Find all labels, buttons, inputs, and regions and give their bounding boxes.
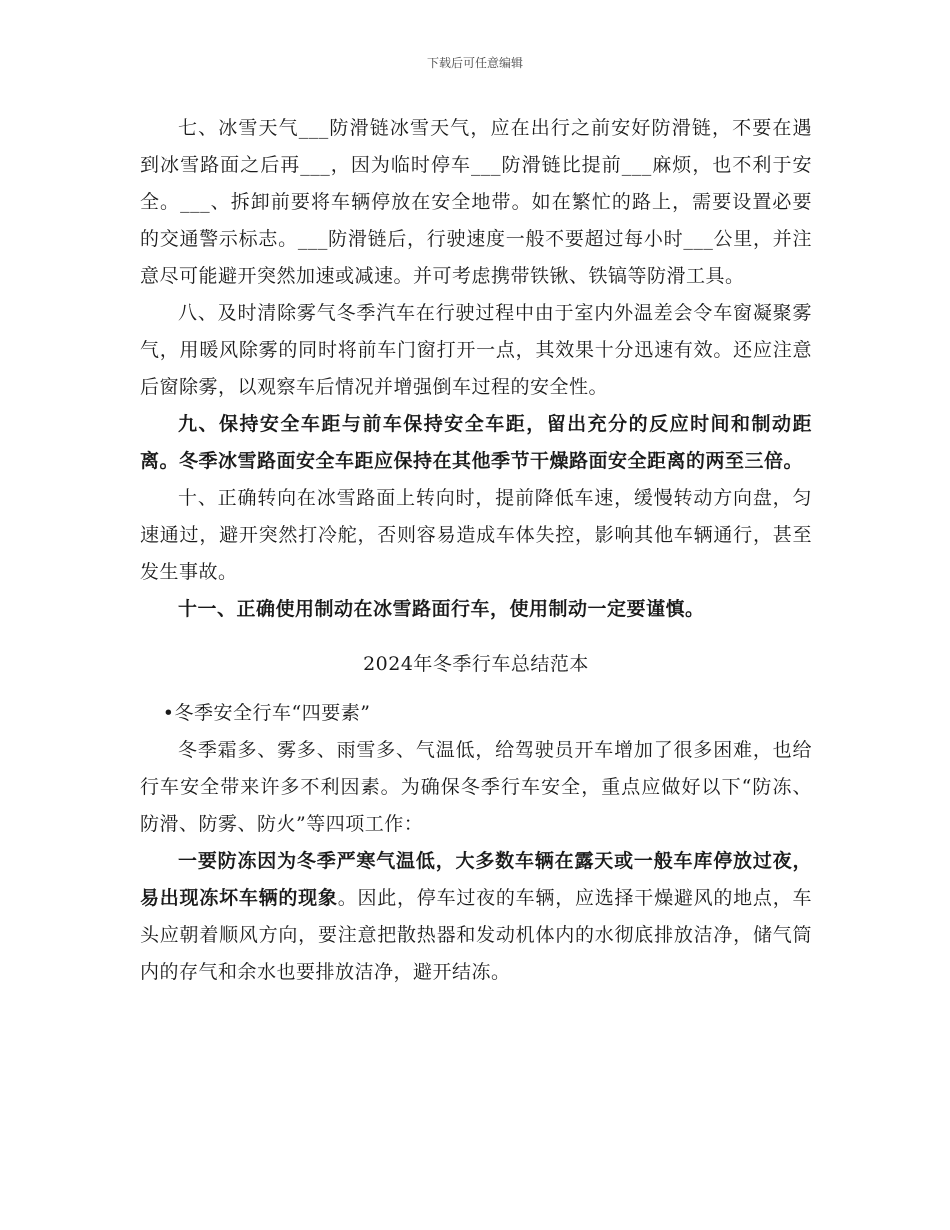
antifreeze-body: 。因此，停车过夜的车辆，应选择干燥避风的地点，车头应朝着顺风方向，要注意把散热器和发动机体内的水彻底排放洁净，储气筒内的存气和余水也要排放洁净，避开结冻。	[140, 887, 812, 983]
paragraph-steering: 十、正确转向在冰雪路面上转向时，提前降低车速，缓慢转动方向盘，匀速通过，避开突然打冷舵，否则容易造成车体失控，影响其他车辆通行，甚至发生事故。	[140, 487, 812, 583]
paragraph-antifreeze	[140, 843, 812, 991]
bullet-four-elements: •冬季安全行车“四要素”	[162, 702, 371, 724]
page-header: 下载后可任意编辑	[426, 56, 523, 70]
document-body	[140, 110, 812, 991]
paragraph-safe-distance: 九、保持安全车距与前车保持安全车距，留出充分的反应时间和制动距离。冬季冰雪路面安全车距应保持在其他季节干燥路面安全距离的两至三倍。	[140, 413, 812, 472]
section-title: 2024年冬季行车总结范本	[363, 653, 589, 675]
paragraph-defog: 八、及时清除雾气冬季汽车在行驶过程中由于室内外温差会令车窗凝聚雾气，用暖风除雾的同时将前车门窗打开一点，其效果十分迅速有效。还应注意后窗除雾，以观察车后情况并增强倒车过程的安全性。	[140, 302, 812, 398]
antifreeze-bold-lead: 一要防冻因为冬季严寒气温低，大多数车辆在露天或一般车库停放过夜，易出现冻坏车辆的现象	[140, 850, 812, 909]
paragraph-intro: 冬季霜多、雾多、雨雪多、气温低，给驾驶员开车增加了很多困难，也给行车安全带来许多不利因素。为确保冬季行车安全，重点应做好以下“防冻、防滑、防雾、防火”等四项工作：	[140, 739, 812, 835]
paragraph-snow-chains: 七、冰雪天气___防滑链冰雪天气，应在出行之前安好防滑链，不要在遇到冰雪路面之后再___，因为临时停车___防滑链比提前___麻烦，也不利于安全。___、拆卸前要将车辆停放在安全地带。如在繁忙的路上，需要设置必要的交通警示标志。___防滑链后，行驶速度一般不要超过每小时___公里，并注意尽可能避开突然加速或减速。并可考虑携带铁锹、铁镐等防滑工具。	[140, 117, 812, 287]
paragraph-braking: 十一、正确使用制动在冰雪路面行车，使用制动一定要谨慎。	[178, 598, 705, 620]
